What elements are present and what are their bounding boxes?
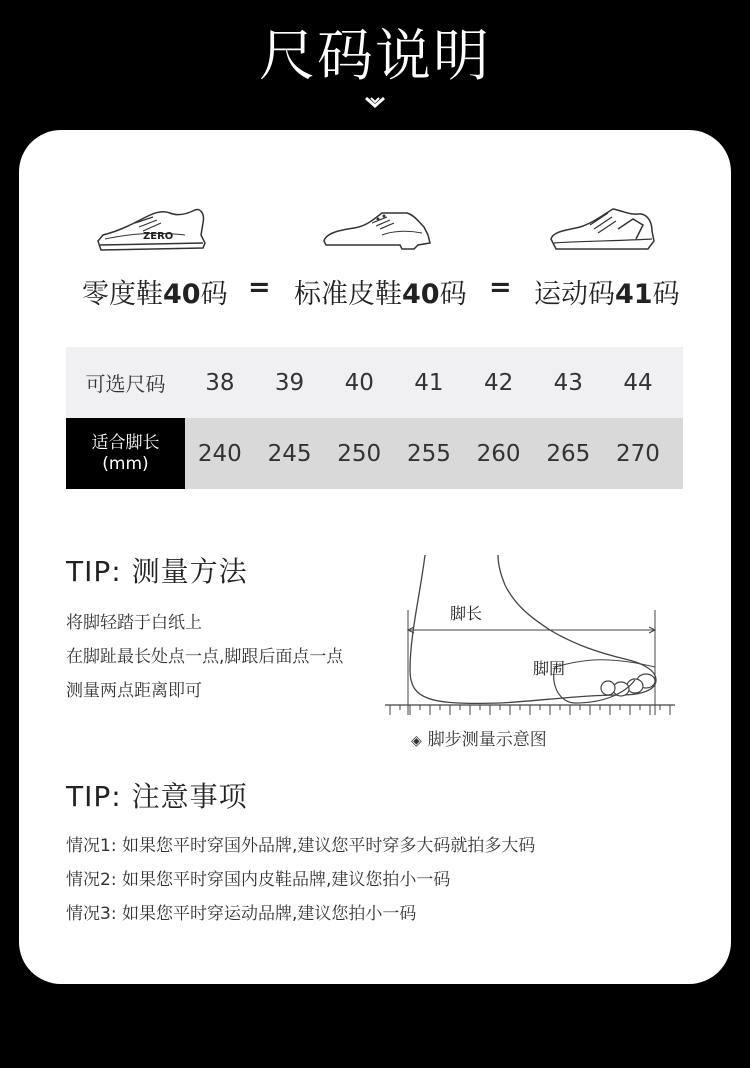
length-cell: 250: [337, 440, 382, 467]
tip-notes-line: 情况2: 如果您平时穿国内皮鞋品牌,建议您拍小一码: [66, 870, 451, 890]
size-cell: 38: [205, 369, 235, 396]
table-row: [66, 347, 683, 418]
equals-sign: =: [489, 272, 512, 303]
foot-girth-label: 脚围: [533, 659, 566, 678]
tip-measure-line: 测量两点距离即可: [66, 681, 202, 701]
tip-measure-line: 在脚趾最长处点一点,脚跟后面点一点: [66, 647, 344, 667]
length-row-label: 适合脚长 (mm): [66, 418, 185, 489]
foot-length-label: 脚长: [450, 604, 483, 623]
tip-measure-line: 将脚轻踏于白纸上: [66, 613, 202, 633]
size-cell: 39: [274, 369, 305, 396]
zero-size-label: 零度鞋40码: [82, 279, 228, 310]
size-cell: 44: [623, 369, 653, 396]
table-row: [66, 418, 683, 489]
length-cell: 245: [267, 440, 312, 467]
tip-notes-line: 情况3: 如果您平时穿运动品牌,建议您拍小一码: [66, 904, 417, 924]
sport-size-label: 运动码41码: [534, 279, 680, 310]
size-table: [66, 347, 683, 489]
shoe-logo: ZERO: [143, 231, 174, 242]
diagram-caption: ◈ 脚步测量示意图: [411, 730, 547, 750]
casual-shoe-icon: [95, 205, 210, 255]
standard-size-label: 标准皮鞋40码: [294, 279, 467, 310]
tip-notes-title: TIP: 注意事项: [66, 780, 248, 813]
length-cell: 255: [406, 440, 451, 467]
size-cell: 43: [553, 369, 583, 396]
crosshair-icon: ◈: [411, 733, 422, 749]
page-title: 尺码说明: [259, 24, 491, 89]
tip-notes-line: 情况1: 如果您平时穿国外品牌,建议您平时穿多大码就拍多大码: [66, 836, 536, 856]
size-row-label: 可选尺码: [85, 372, 166, 396]
length-cell: 260: [476, 440, 521, 467]
size-cell: 42: [483, 369, 514, 396]
foot-measure-diagram: [380, 555, 680, 720]
tip-measure-title: TIP: 测量方法: [66, 555, 248, 588]
length-cell: 265: [546, 440, 591, 467]
length-cell: 270: [616, 440, 660, 467]
dress-shoe-icon: [322, 205, 432, 255]
size-cell: 41: [414, 369, 444, 396]
size-cell: 40: [344, 369, 374, 396]
running-shoe-icon: [548, 205, 658, 255]
chevron-down-icon: [363, 95, 387, 109]
equals-sign: =: [248, 272, 271, 303]
length-cell: 240: [197, 440, 242, 467]
